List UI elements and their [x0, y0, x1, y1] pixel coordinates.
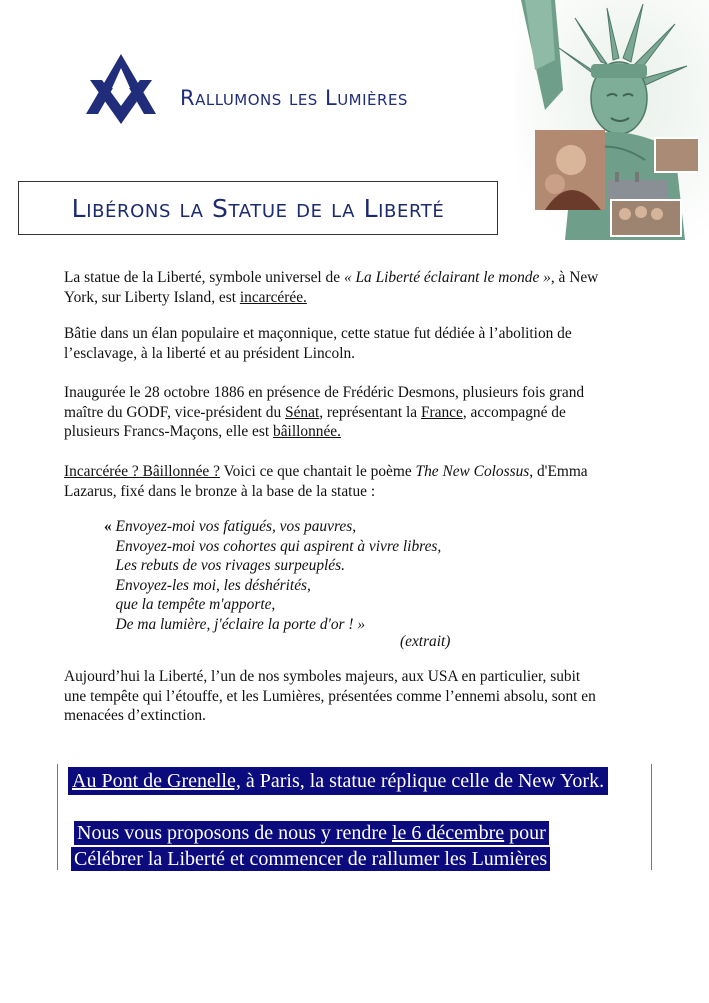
poem-line: que la tempête m'apporte,	[115, 596, 276, 613]
event-invite-line-1: Nous vous proposons de nous y rendre le 6 décembre pour	[74, 821, 549, 845]
poem-line: De ma lumière, j'éclaire la porte d'or ! »	[115, 615, 366, 633]
event-date-link[interactable]: le 6 décembre	[391, 822, 505, 844]
event-location-banner: Au Pont de Grenelle, à Paris, la statue réplique celle de New York.	[68, 767, 608, 795]
poem-line: Envoyez-moi vos cohortes qui aspirent à vivre libres,	[115, 537, 442, 555]
poem-line: Envoyez-moi vos fatigués, vos pauvres,	[115, 518, 357, 535]
paragraph-inauguration: Inaugurée le 28 octobre 1886 en présence de Frédéric Desmons, plusieurs fois grand maître du GODF, vice-président du Sénat, représentant la France, accompagné de plusieurs Francs-Maçons, elle est bâillonnée.	[64, 384, 585, 440]
statue-of-liberty-collage-image	[515, 0, 709, 240]
poem-extract-label: (extrait)	[400, 633, 451, 650]
page-title: Libérons la Statue de la Liberté	[71, 193, 445, 223]
paragraph-today: Aujourd’hui la Liberté, l’un de nos symboles majeurs, aux USA en particulier, subit une tempête qui l’étouffe, et les Lumières, présentées comme l’ennemi absolu, sont en menacées d’extinction.	[64, 668, 596, 724]
paragraph-poem-intro: Incarcérée ? Bâillonnée ? Voici ce que chantait le poème The New Colossus, d'Emma Lazarus, fixé dans le bronze à la base de la statue :	[64, 463, 588, 500]
event-invite-line-2: Célébrer la Liberté et commencer de rallumer les Lumières	[71, 847, 550, 871]
brand-name: Rallumons les Lumières	[180, 86, 408, 110]
paragraph-history: Bâtie dans un élan populaire et maçonnique, cette statue fut dédiée à l’abolition de l’esclavage, à la liberté et au président Lincoln.	[64, 325, 572, 362]
poem-excerpt	[104, 517, 524, 634]
poem-line: Les rebuts de vos rivages surpeuplés.	[115, 557, 345, 574]
poem-open-quote: «	[104, 518, 116, 535]
paragraph-intro: La statue de la Liberté, symbole universel de « La Liberté éclairant le monde », à New York, sur Liberty Island, est incarcérée.	[64, 269, 599, 306]
square-and-compass-icon	[82, 48, 160, 124]
pont-de-grenelle-link[interactable]: Au Pont de Grenelle,	[72, 770, 241, 792]
divider-left	[57, 764, 58, 870]
senat-link[interactable]: Sénat	[285, 403, 320, 421]
france-link[interactable]: France	[420, 403, 463, 421]
poem-line: Envoyez-les moi, les déshérités,	[115, 576, 311, 594]
title-box	[18, 181, 498, 235]
divider-right	[651, 764, 652, 870]
